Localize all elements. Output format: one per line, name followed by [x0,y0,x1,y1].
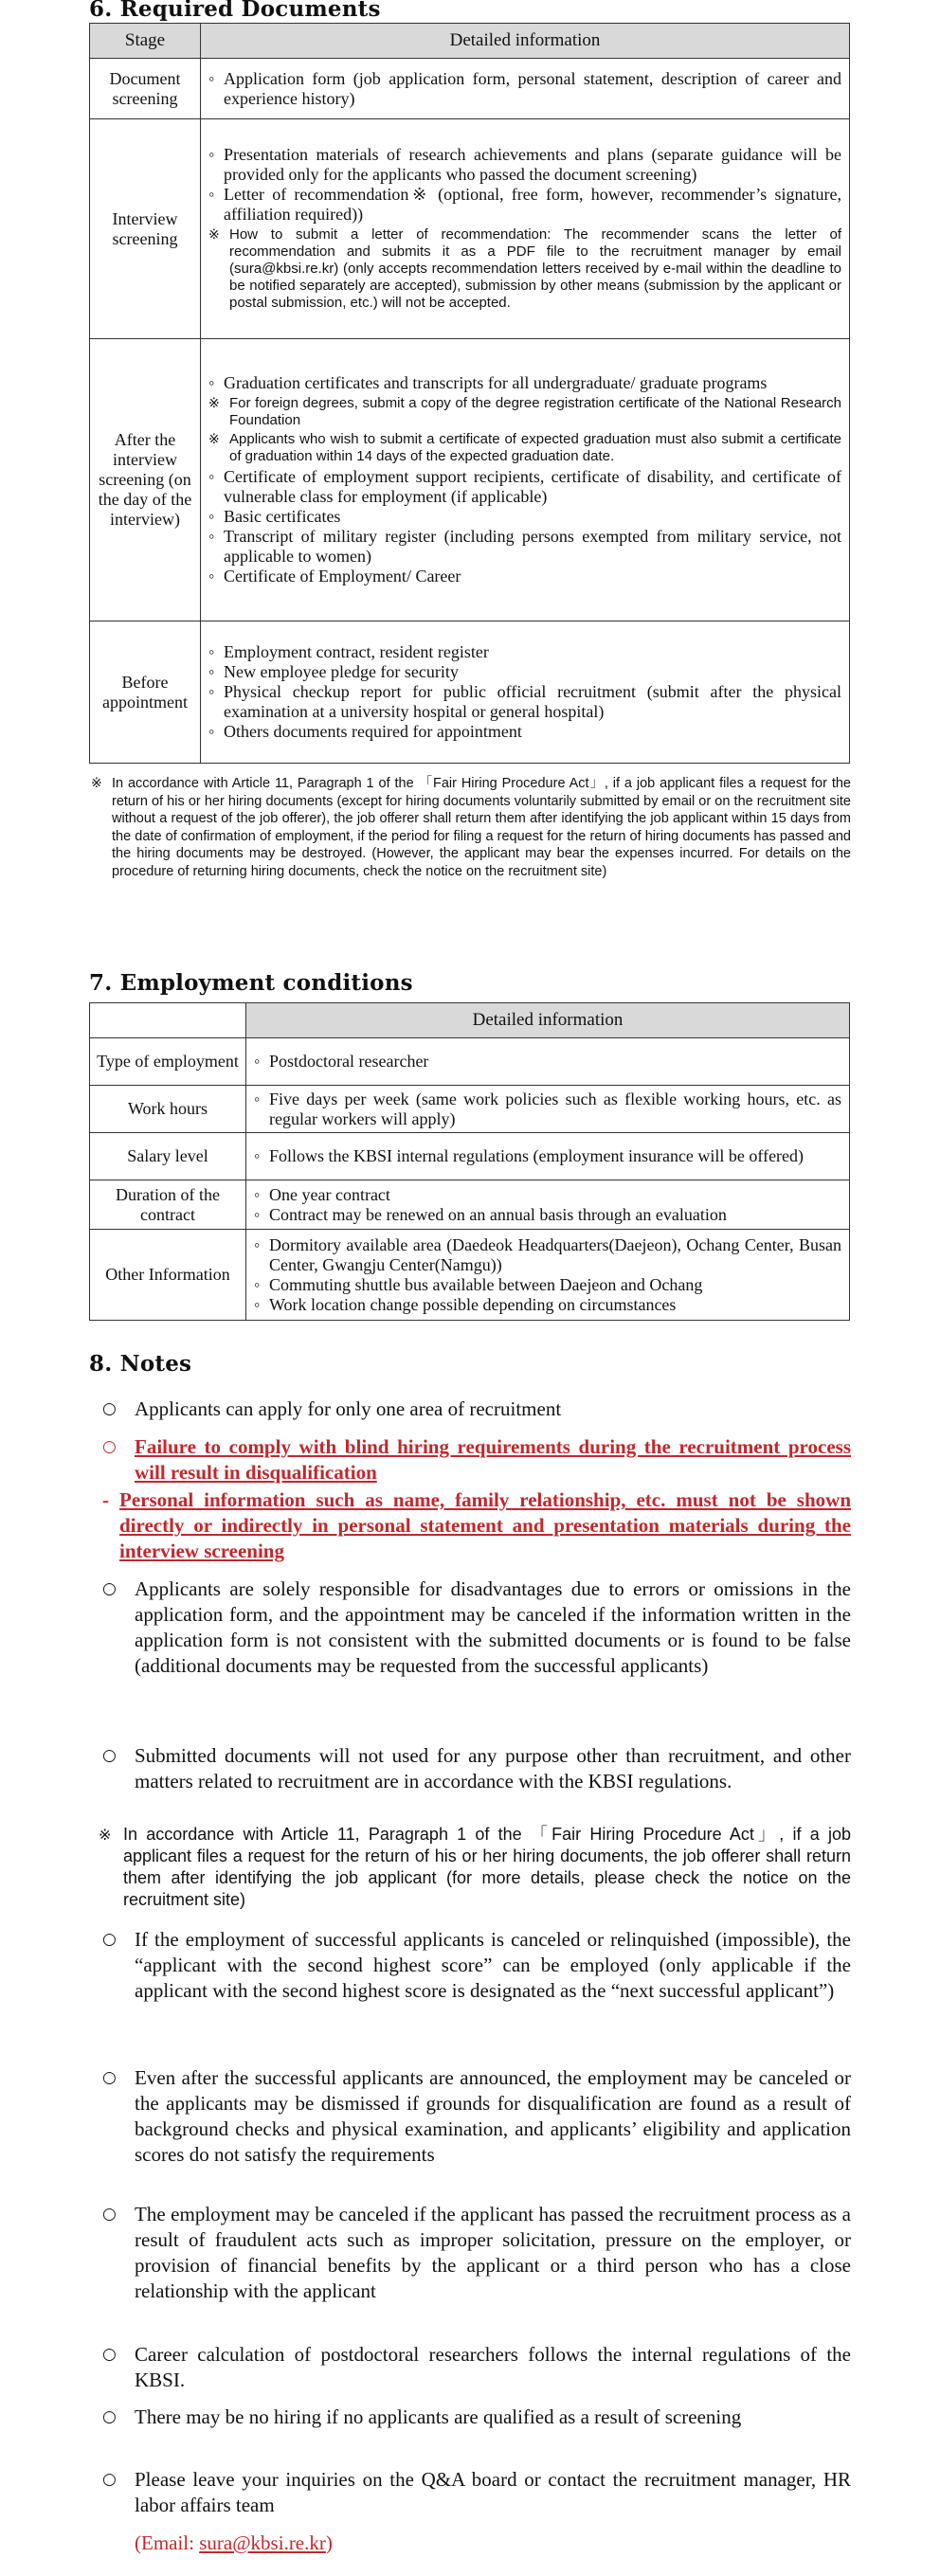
stage-cell: Before appointment [90,621,201,764]
list-item: Work location change possible depending on circumstances [269,1294,677,1314]
table-header-row [90,24,850,59]
table-header-row [90,1003,850,1038]
note-item-warning: ○ Failure to comply with blind hiring requirements during the recruitment process will result in disqualification [102,1435,851,1484]
note-item: ○ There may be no hiring if no applicants are qualified as a result of screening [102,2405,742,2428]
section-8-title: 8. Notes [89,1351,192,1377]
list-item: Certificate of Employment/ Career [224,567,461,585]
table-row [90,59,850,119]
detail-header: Detailed information [246,1003,850,1038]
detail-cell: ◦ Follows the KBSI internal regulations (employment insurance will be offered) [246,1133,850,1180]
list-item: Five days per week (same work policies such as flexible working hours, etc. as regular workers will apply) [269,1089,841,1128]
list-item: Presentation materials of research achievements and plans (separate guidance will be provided only for the applicants who passed the document screening) [224,144,841,184]
detail-cell: ◦ Graduation certificates and transcripts for all undergraduate/ graduate programs ※ For foreign degrees, submit a copy of the degree registration certificate of the National Research Foundation ※ Applicants who wish to submit a certificate of expected graduation must also submit a certificate of graduation within 14 days of the expected graduation date. ◦ Certificate of employment support recipients, certificate of disability, and certificate of vulnerable class for employment (if applicable) ◦ Basic certificates ◦ Transcript of military register (including persons exempted from military service, not applicable to women) ◦ Certificate of Employment/ Career [201,339,850,621]
detail-cell: ◦ Five days per week (same work policies such as flexible working hours, etc. as regular workers will apply) [246,1086,850,1133]
list-item: New employee pledge for security [224,662,459,681]
table-row [90,119,850,339]
condition-label: Other Information [90,1230,246,1321]
detail-cell: ◦ One year contract ◦ Contract may be renewed on an annual basis through an evaluation [246,1180,850,1230]
list-item: Others documents required for appointment [224,722,522,741]
note-item: ○ Even after the successful applicants are announced, the employment may be canceled or the applicants may be dismissed if grounds for disqualification are found as a result of background checks and physical examination, and applicants’ eligibility and application scores do not satisfy the requirements [102,2066,851,2166]
stage-cell: Document screening [90,59,201,119]
table-row [90,1038,850,1086]
detail-header: Detailed information [201,24,850,59]
section-7-title: 7. Employment conditions [89,970,413,996]
condition-label: Type of employment [90,1038,246,1086]
list-item: Basic certificates [224,507,341,526]
blank-header [90,1003,246,1038]
list-item: Application form (job application form, personal statement, description of career and experience history) [224,68,841,108]
list-item: Graduation certificates and transcripts for all undergraduate/ graduate programs [224,373,768,392]
table-row [90,1180,850,1230]
detail-cell: ◦ Application form (job application form, personal statement, description of career and experience history) [201,59,850,119]
note-item: ○ Career calculation of postdoctoral researchers follows the internal regulations of the KBSI. [102,2343,851,2391]
section-6-title: 6. Required Documents [89,0,381,22]
note-item: ○ Applicants are solely responsible for disadvantages due to errors or omissions in the application form, and the appointment may be canceled if the information written in the application form is not consistent with the submitted documents or is found to be false (additional documents may be requested from the successful applicants) [102,1577,851,1677]
note-subitem-warning: - Personal information such as name, family relationship, etc. must not be shown directly or indirectly in personal statement and presentation materials during the interview screening [102,1488,851,1562]
list-item: Transcript of military register (including persons exempted from military service, not applicable to women) [224,527,841,566]
note-item: ○ Submitted documents will not used for any purpose other than recruitment, and other matters related to recruitment are in accordance with the KBSI regulations. [102,1744,851,1792]
detail-cell: ◦ Presentation materials of research achievements and plans (separate guidance will be provided only for the applicants who passed the document screening) ◦ Letter of recommendation※ (optional, free form, however, recommender’s signature, affiliation required)) ※ How to submit a letter of recommendation: The recommender scans the letter of recommendation and submits it as a PDF file to the recruitment manager by email (sura@kbsi.re.kr) (only accepts recommendation letters received by e-mail within the deadline to be notified separately are accepted), submission by other means (submission by the applicant or postal submission, etc.) will not be accepted. [201,119,850,339]
condition-label: Duration of the contract [90,1180,246,1230]
table-row [90,1086,850,1133]
reference-note: For foreign degrees, submit a copy of the degree registration certificate of the National Research Foundation [229,395,841,428]
list-item: Commuting shuttle bus available between Daejeon and Ochang [269,1274,703,1294]
table-row [90,1230,850,1321]
email-link[interactable]: sura@kbsi.re.kr [199,2531,326,2554]
table-row [90,621,850,764]
stage-cell: After the interview screening (on the day of the interview) [90,339,201,621]
table-row [90,339,850,621]
reference-note: How to submit a letter of recommendation: The recommender scans the letter of recommendation and submits it as a PDF file to the recruitment manager by email (sura@kbsi.re.kr) (only accepts recommendation letters received by e-mail within the deadline to be notified separately are accepted), submission by other means (submission by the applicant or postal submission, etc.) will not be accepted. [229,225,841,311]
required-documents-table [89,23,850,764]
list-item: Contract may be renewed on an annual basis through an evaluation [269,1204,727,1224]
employment-conditions-table [89,1002,850,1321]
contact-email-line: (Email: sura@kbsi.re.kr) [135,2531,333,2554]
list-item: Letter of recommendation※ (optional, free form, however, recommender’s signature, affiliation required)) [224,184,841,224]
note-item: ○ Applicants can apply for only one area of recruitment [102,1397,562,1420]
note-item: ○ Please leave your inquiries on the Q&A board or contact the recruitment manager, HR labor affairs team [102,2468,851,2516]
return-documents-footnote: ※ In accordance with Article 11, Paragraph 1 of the 「Fair Hiring Procedure Act」, if a job applicant files a request for the return of his or her hiring documents (except for hiring documents voluntarily submitted by email or on the recruitment site without a request of the job offerer), the job offerer shall return them after identifying the job applicant within 15 days from the date of confirmation of employment, if the period for filing a request for the return of hiring documents has passed and the hiring documents may be destroyed. (However, the applicant may bear the expenses incurred. For details on the procedure of returning hiring documents, check the notice on the recruitment site) [91,776,851,879]
note-item: ○ If the employment of successful applicants is canceled or relinquished (impossible), the “applicant with the second highest score” can be employed (only applicable if the applicant with the second highest score is designated as the “next successful applicant”) [102,1928,851,2002]
note-item: ○ The employment may be canceled if the applicant has passed the recruitment process as a result of fraudulent acts such as improper solicitation, pressure on the employer, or provision of financial benefits by the applicant or a third person who has a close relationship with the applicant [102,2203,851,2302]
detail-cell: ◦ Dormitory available area (Daedeok Headquarters(Daejeon), Ochang Center, Busan Center, Gwangju Center(Namgu)) ◦ Commuting shuttle bus available between Daejeon and Ochang ◦ Work location change possible depending on circumstances [246,1230,850,1321]
table-row [90,1133,850,1180]
list-item: One year contract [269,1184,390,1204]
condition-label: Work hours [90,1086,246,1133]
list-item: Dormitory available area (Daedeok Headquarters(Daejeon), Ochang Center, Busan Center, Gwangju Center(Namgu)) [269,1234,841,1274]
detail-cell: ◦ Employment contract, resident register ◦ New employee pledge for security ◦ Physical checkup report for public official recruitment (submit after the physical examination at a university hospital or general hospital) ◦ Others documents required for appointment [201,621,850,764]
list-item: Follows the KBSI internal regulations (employment insurance will be offered) [269,1146,804,1165]
fair-hiring-reference: ※ In accordance with Article 11, Paragraph 1 of the 「Fair Hiring Procedure Act」, if a job applicant files a request for the return of his or her hiring documents, the job offerer shall return them after identifying the job applicant (for more details, please check the notice on the recruitment site) [99,1825,851,1909]
condition-label: Salary level [90,1133,246,1180]
list-item: Physical checkup report for public official recruitment (submit after the physical examination at a university hospital or general hospital) [224,682,841,721]
list-item: Employment contract, resident register [224,642,489,661]
list-item: Postdoctoral researcher [269,1052,429,1071]
detail-cell: ◦ Postdoctoral researcher [246,1038,850,1086]
reference-note: Applicants who wish to submit a certificate of expected graduation must also submit a certificate of graduation within 14 days of the expected graduation date. [229,431,841,464]
list-item: Certificate of employment support recipients, certificate of disability, and certificate of vulnerable class for employment (if applicable) [224,467,841,506]
stage-cell: Interview screening [90,119,201,339]
stage-header: Stage [90,24,201,59]
